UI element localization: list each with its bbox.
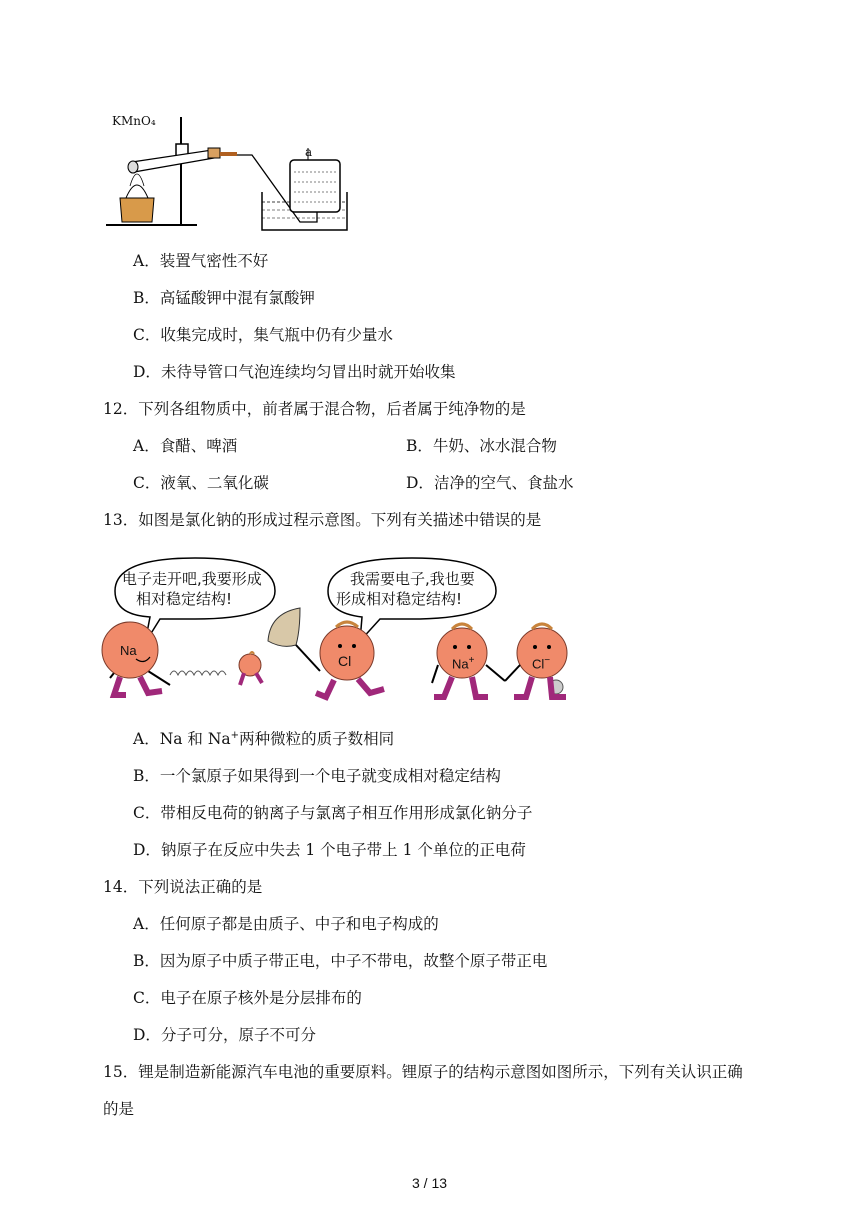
option-text-part1: Na 和 Na [159,730,231,748]
option-text: 未待导管口气泡连续均匀冒出时就开始收集 [160,363,456,381]
option-text-part2: 两种微粒的质子数相同 [239,730,395,748]
na-ion-symbol: Na [452,656,469,672]
bottle-label-a: a [305,145,313,159]
electron-character [239,652,262,685]
apparatus-figure [102,112,362,237]
option-text: 液氧、二氧化碳 [160,474,269,492]
option-letter: D． [133,841,161,859]
option-letter: A． [133,730,160,748]
bubble-right-line1: 我需要电子,我也要 [350,570,475,588]
q12-option-a [133,434,237,456]
option-text: 洁净的空气、食盐水 [433,474,574,492]
q13-option-b [133,764,501,786]
option-letter: A． [133,252,160,270]
q12-option-d [406,471,573,493]
nacl-formation-figure [100,553,580,713]
na-label: Na [120,643,137,658]
apparatus-drawing [102,112,362,237]
option-text: 带相反电荷的钠离子与氯离子相互作用形成氯化钠分子 [160,804,533,822]
q11-option-a [133,249,268,271]
option-letter: B． [133,767,160,785]
q14-stem: 14．下列说法正确的是 [103,878,263,896]
kmno4-label: KMnO₄ [112,114,156,128]
option-text: 任何原子都是由质子、中子和电子构成的 [159,915,439,933]
q15-stem-line1: 15．锂是制造新能源汽车电池的重要原料。锂原子的结构示意图如图所示，下列有关认识正确 [103,1063,743,1081]
na-ion-charge: + [468,655,475,666]
option-text: 高锰酸钾中混有氯酸钾 [159,289,315,307]
q11-option-b [133,286,315,308]
option-letter: A． [133,437,160,455]
q15-stem-line2: 的是 [103,1100,135,1118]
na-atom-character [102,622,170,695]
cl-ion-label [532,655,550,671]
na-ion-label [452,655,474,671]
q11-option-c [133,323,393,345]
q13-option-d [133,838,526,860]
q14-option-a [133,912,439,934]
q11-option-d [133,360,455,382]
option-text: 牛奶、冰水混合物 [432,437,557,455]
option-superscript: + [230,729,240,741]
option-letter: C． [133,326,161,344]
q12-stem: 12．下列各组物质中，前者属于混合物，后者属于纯净物的是 [103,400,526,418]
bubble-left-line2: 相对稳定结构! [136,590,233,608]
option-letter: D． [133,363,161,381]
option-letter: A． [133,915,160,933]
option-letter: D． [133,1026,161,1044]
option-text: 分子可分，原子不可分 [160,1026,316,1044]
q13-stem: 13．如图是氯化钠的形成过程示意图。下列有关描述中错误的是 [103,511,542,529]
q13-option-c [133,801,532,823]
option-text: 收集完成时，集气瓶中仍有少量水 [160,326,393,344]
cl-ion-charge: − [544,655,551,666]
cl-ion-symbol: Cl [532,656,545,672]
option-letter: B． [406,437,433,455]
q14-option-b [133,949,547,971]
q12-option-b [406,434,557,456]
q12-option-c [133,471,269,493]
bubble-right-line2: 形成相对稳定结构! [336,590,463,608]
option-letter: C． [133,804,161,822]
option-letter: C． [133,474,161,492]
option-text: 因为原子中质子带正电，中子不带电，故整个原子带正电 [159,952,548,970]
option-letter: B． [133,952,160,970]
option-text: 钠原子在反应中失去 1 个电子带上 1 个单位的正电荷 [160,841,526,859]
q13-option-a [133,727,394,749]
option-letter: B． [133,289,160,307]
q14-option-d [133,1023,316,1045]
page-number: 3 / 13 [412,1175,448,1191]
cl-label: Cl [338,653,352,669]
option-text: 电子在原子核外是分层排布的 [160,989,362,1007]
option-letter: D． [406,474,434,492]
option-text: 一个氯原子如果得到一个电子就变成相对稳定结构 [159,767,501,785]
bubble-left-line1: 电子走开吧,我要形成 [122,570,262,588]
option-letter: C． [133,989,161,1007]
q14-option-c [133,986,362,1008]
option-text: 装置气密性不好 [159,252,269,270]
option-text: 食醋、啤酒 [159,437,238,455]
